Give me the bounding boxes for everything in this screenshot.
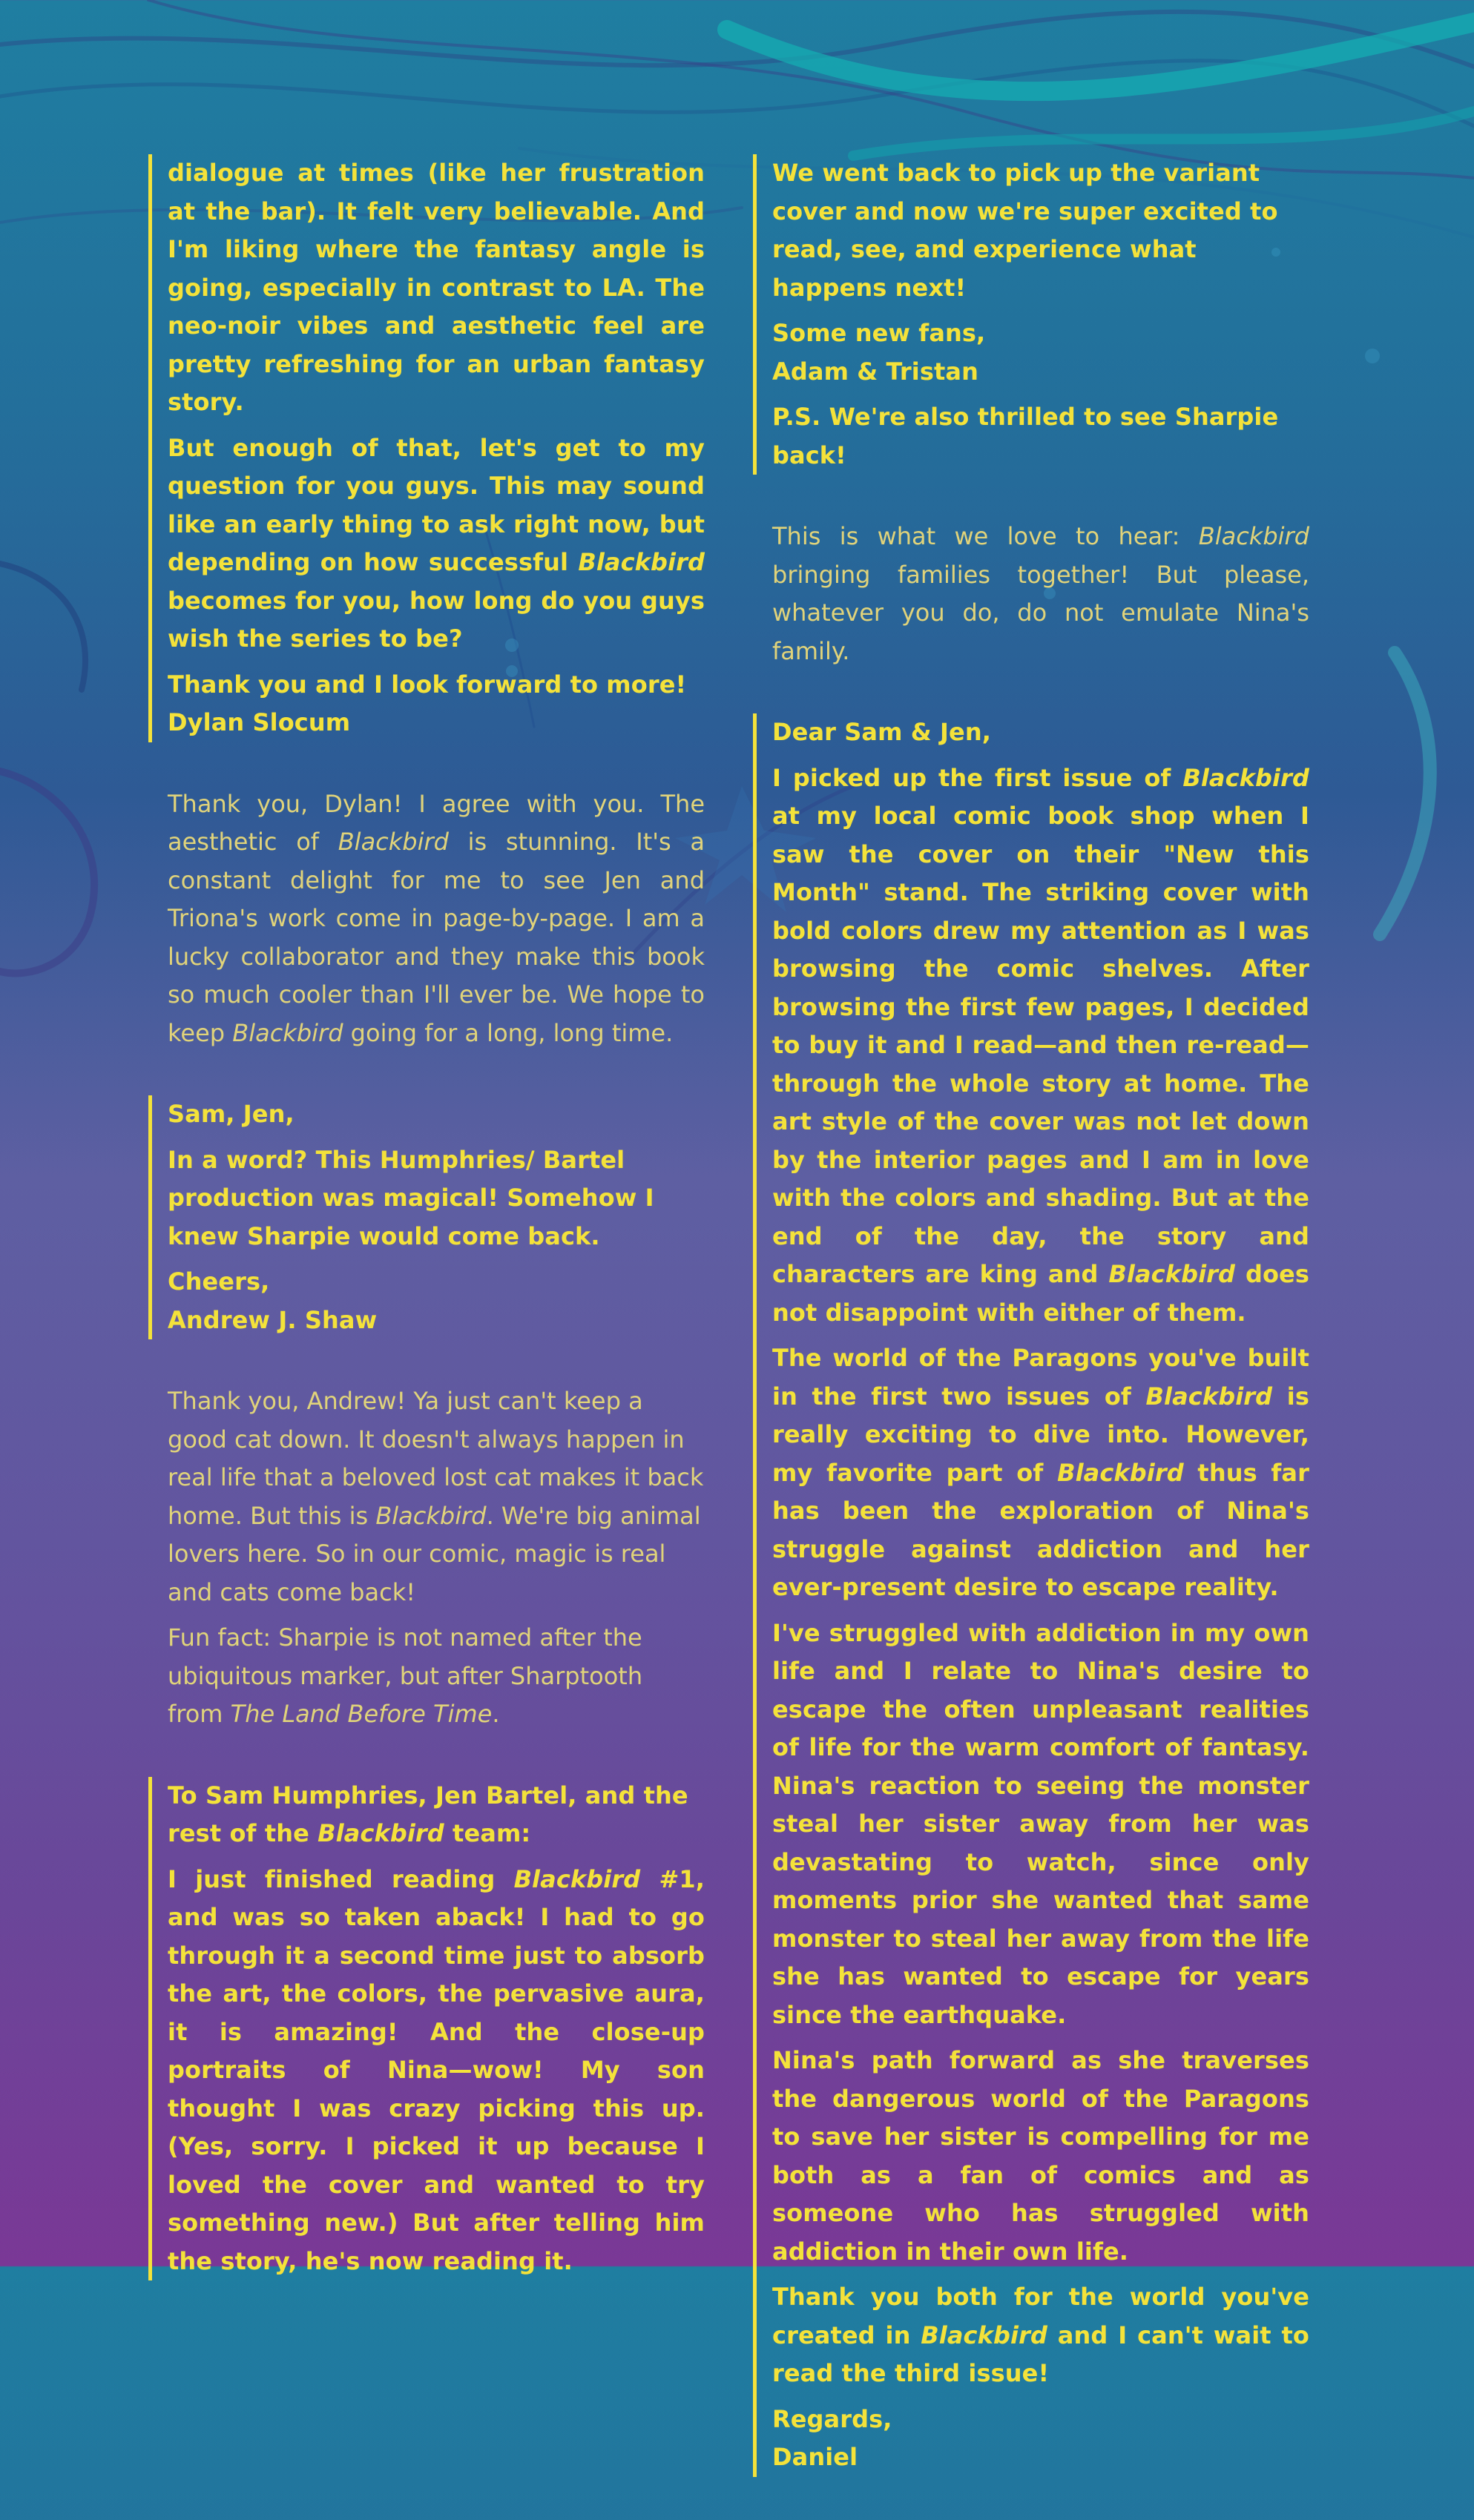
- reply-to-dylan: [148, 785, 705, 1053]
- letter-paragraph: I've struggled with addiction in my own life and I relate to Nina's desire to escape the often unpleasant realities of life for the warm comfort of fantasy. Nina's reaction to seeing the monster steal her sister away from her was devastating to watch, since only moments prior she wanted that same monster to steal her away from the life she has wanted to escape for years since the earthquake.: [772, 1618, 1309, 2029]
- letter-paragraph: The world of the Paragons you've built in the first two issues of Blackbird is really exciting to dive into. However, my favorite part of Blackbird thus far has been the exploration of Nina's struggle against addiction and her ever-present desire to escape reality.: [772, 1344, 1309, 1601]
- reply-to-andrew: [148, 1382, 705, 1734]
- reply-fun-fact: Fun fact: Sharpie is not named after the ubiquitous marker, but after Sharptooth from The Land Before Time.: [168, 1623, 643, 1728]
- letter-closing: Thank you and I look forward to more!: [168, 670, 687, 699]
- teal-ribbon: [1380, 653, 1430, 934]
- star-dot: [1365, 349, 1380, 363]
- hair-strand: [148, 0, 1474, 178]
- reply-paragraph: Thank you, Dylan! I agree with you. The aesthetic of Blackbird is stunning. It's a constant delight for me to see Jen and Triona's work come in page-by-page. I am a lucky collaborator and they make this book so much cooler than I'll ever be. We hope to keep Blackbird going for a long, long time.: [168, 789, 705, 1047]
- letter-paragraph: In a word? This Humphries/ Bartel production was magical! Somehow I knew Sharpie would come back.: [168, 1145, 654, 1250]
- letter-signature: Dylan Slocum: [168, 708, 351, 736]
- letter-signature: Adam & Tristan: [772, 357, 978, 386]
- letter-greeting: To Sam Humphries, Jen Bartel, and the rest of the Blackbird team:: [168, 1781, 688, 1847]
- letter-paragraph: Nina's path forward as she traverses the dangerous world of the Paragons to save her sister is compelling for me both as a fan of comics and as someone who has struggled with addiction in their own life.: [772, 2046, 1309, 2266]
- reply-paragraph: Thank you, Andrew! Ya just can't keep a good cat down. It doesn't always happen in real life that a beloved lost cat makes it back home. But this is Blackbird. We're big animal lovers here. So in our comic, magic is real and cats come back!: [168, 1387, 704, 1606]
- lips-outline: [0, 771, 94, 973]
- reply-to-adam-tristan: [753, 518, 1309, 670]
- letter-greeting: Dear Sam & Jen,: [772, 718, 991, 746]
- reply-paragraph: This is what we love to hear: Blackbird bringing families together! But please, whatever you do, do not emulate Nina's family.: [772, 522, 1309, 665]
- letter-daniel: [753, 713, 1309, 2477]
- letter-andrew-shaw: [148, 1095, 705, 1339]
- face-outline: [0, 564, 85, 690]
- letter-signature: Andrew J. Shaw: [168, 1305, 378, 1334]
- letter-greeting: Sam, Jen,: [168, 1100, 295, 1128]
- letter-paragraph: But enough of that, let's get to my question for you guys. This may sound like an early thing to ask right now, but depending on how successful Blackbird becomes for you, how long do you guys wish the series to be?: [168, 433, 705, 653]
- right-column: [753, 154, 1309, 2520]
- letter-signature: Daniel: [772, 2443, 858, 2471]
- letter-paragraph: dialogue at times (like her frustration at the bar). It felt very believable. And I'm liking where the fantasy angle is going, especially in contrast to LA. The neo-noir vibes and aesthetic feel are pretty refreshing for an urban fantasy story.: [168, 159, 705, 416]
- letter-closing: Regards,: [772, 2404, 892, 2433]
- teal-ribbon: [853, 111, 1474, 156]
- letter-paragraph: I just finished reading Blackbird #1, and was so taken aback! I had to go through it a second time just to absorb the art, the colors, the pervasive aura, it is amazing! And the close-up portraits of Nina—wow! My son thought I was crazy picking this up. (Yes, sorry. I picked it up because I loved the cover and wanted to try something new.) But after telling him the story, he's now reading it.: [168, 1864, 705, 2275]
- letter-closing: Cheers,: [168, 1267, 270, 1296]
- letter-postscript: P.S. We're also thrilled to see Sharpie back!: [772, 403, 1279, 469]
- letter-to-blackbird-team: [148, 1777, 705, 2281]
- letter-closing: Some new fans,: [772, 319, 986, 347]
- letter-dylan-slocum: [148, 154, 705, 742]
- letter-paragraph: We went back to pick up the variant cover and now we're super excited to read, see, and experience what happens next!: [772, 159, 1278, 302]
- letter-adam-tristan: [753, 154, 1309, 475]
- letter-paragraph: Thank you both for the world you've created in Blackbird and I can't wait to read the third issue!: [772, 2283, 1310, 2387]
- left-column: [148, 154, 705, 2323]
- letter-paragraph: I picked up the first issue of Blackbird at my local comic book shop when I saw the cover on their "New this Month" stand. The striking cover with bold colors drew my attention as I was browsing the comic shelves. After browsing the first few pages, I decided to buy it and I read—and then re-read—through the whole story at home. The art style of the cover was not let down by the interior pages and I am in love with the colors and shading. But at the end of the day, the story and characters are king and Blackbird does not disappoint with either of them.: [772, 763, 1309, 1327]
